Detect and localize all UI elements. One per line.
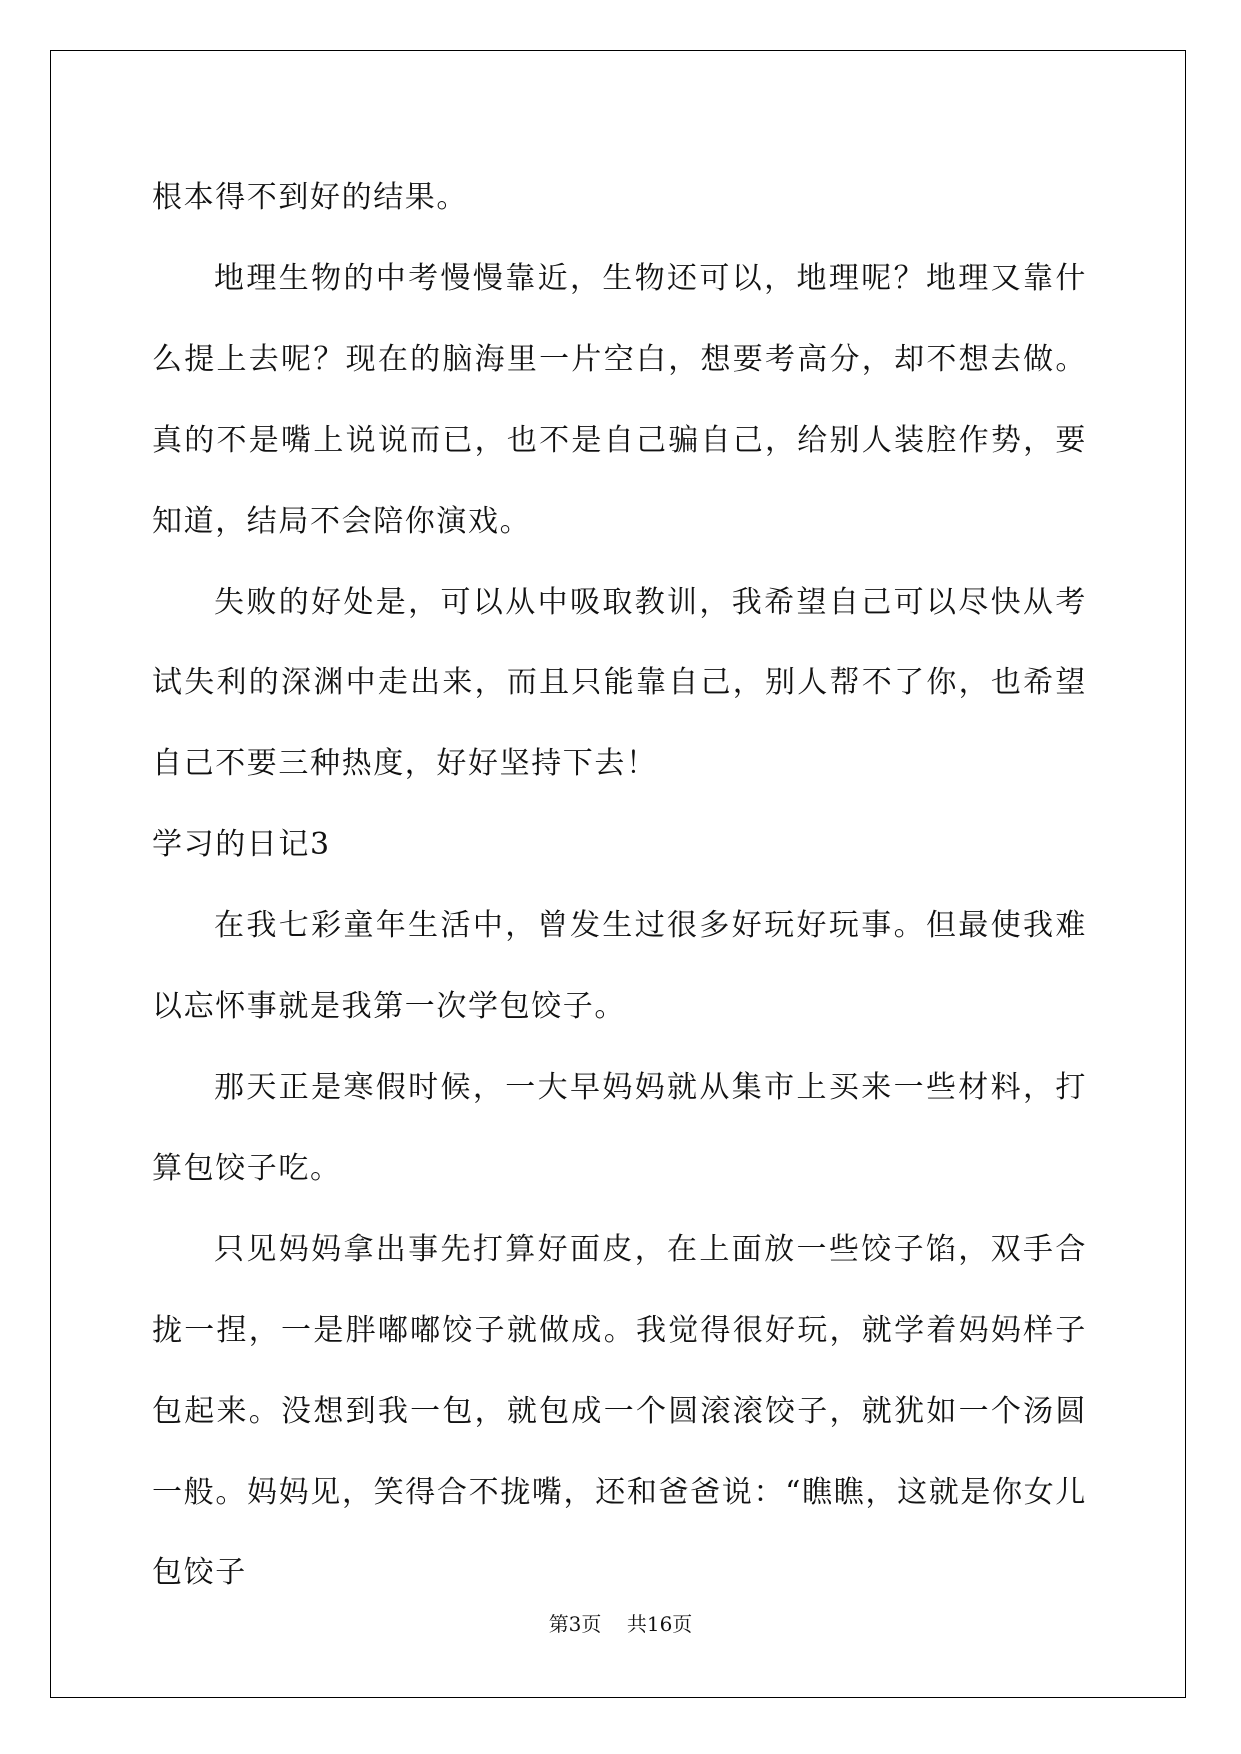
paragraph: 那天正是寒假时候，一大早妈妈就从集市上买来一些材料，打算包饺子吃。 [152,1069,1087,1186]
document-body [152,158,1087,1614]
paragraph: 地理生物的中考慢慢靠近，生物还可以，地理呢？地理又靠什么提上去呢？现在的脑海里一片空白，想要考高分，却不想去做。真的不是嘴上说说而已，也不是自己骗自己，给别人装腔作势，要知道，结局不会陪你演戏。 [152,260,1087,539]
page-total: 共16页 [626,1612,693,1636]
section-heading: 学习的日记3 [152,827,331,863]
page-number: 第3页 [548,1612,602,1636]
paragraph-continuation: 根本得不到好的结果。 [152,180,468,215]
page-footer [0,1608,1241,1637]
paragraph: 失败的好处是，可以从中吸取教训，我希望自己可以尽快从考试失利的深渊中走出来，而且只能靠自己，别人帮不了你，也希望自己不要三种热度，好好坚持下去！ [152,584,1087,782]
paragraph: 只见妈妈拿出事先打算好面皮，在上面放一些饺子馅，双手合拢一捏，一是胖嘟嘟饺子就做成。我觉得很好玩，就学着妈妈样子包起来。没想到我一包，就包成一个圆滚滚饺子，就犹如一个汤圆一般。妈妈见，笑得合不拢嘴，还和爸爸说：“瞧瞧，这就是你女儿包饺子 [152,1231,1087,1591]
paragraph: 在我七彩童年生活中，曾发生过很多好玩好玩事。但最使我难以忘怀事就是我第一次学包饺子。 [152,908,1087,1025]
